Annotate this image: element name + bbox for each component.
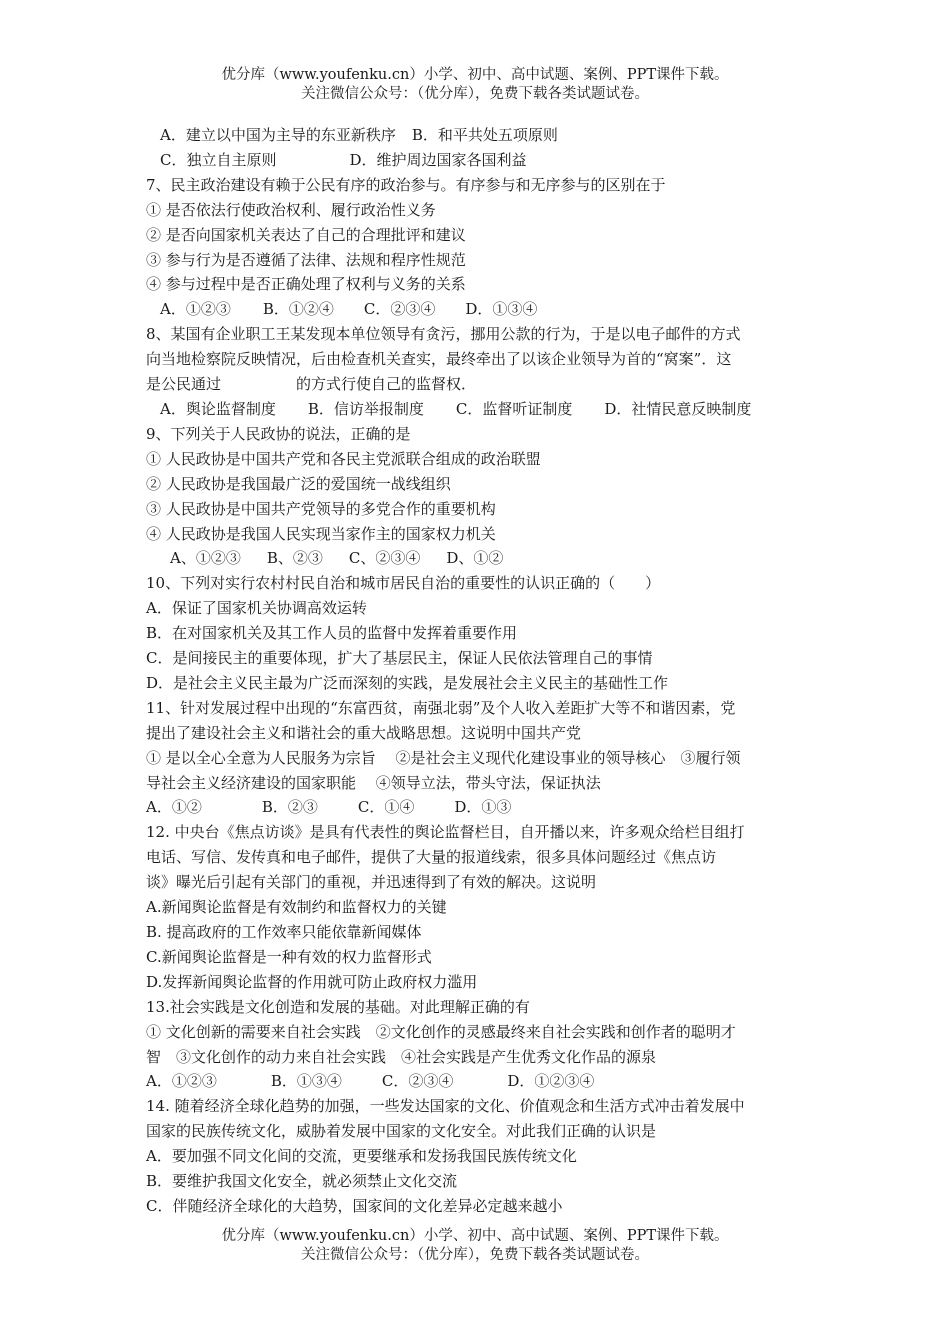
q9-option-c: C、②③④ [348,549,421,568]
q10-option-a: A．保证了国家机关协调高效运转 [146,599,367,618]
page-header [0,66,950,104]
q6-options-row-2 [146,148,810,173]
q9-options [146,546,810,571]
q9-item-1: ① 人民政协是中国共产党和各民主党派联合组成的政治联盟 [146,449,541,468]
q13-line-2: ① 文化创新的需要来自社会实践 ②文化创作的灵感最终来自社会实践和创作者的聪明才 [146,1022,736,1041]
q9-item-3: ③ 人民政协是中国共产党领导的多党合作的重要机构 [146,499,496,518]
exam-content [146,123,810,1219]
footer-line-2: 关注微信公众号：（优分库），免费下载各类试题试卷。 [301,1247,649,1263]
q10-stem: 10、下列对实行农村村民自治和城市居民自治的重要性的认识正确的（ ） [146,574,661,593]
q11-line-4: 导社会主义经济建设的国家职能 ④领导立法，带头守法，保证执法 [146,773,601,792]
q12-line-1: 12. 中央台《焦点访谈》是具有代表性的舆论监督栏目，自开播以来，许多观众给栏目组打 [146,823,745,842]
q13-option-b: B．①③④ [270,1072,342,1091]
q7-item-2: ② 是否向国家机关表达了自己的合理批评和建议 [146,225,466,244]
q7-option-a: A．①②③ [160,300,231,319]
q6-option-c: C．独立自主原则 [160,150,277,169]
q7-stem: 7、民主政治建设有赖于公民有序的政治参与。有序参与和无序参与的区别在于 [146,175,666,194]
q9-stem: 9、下列关于人民政协的说法，正确的是 [146,424,411,443]
q11-option-d: D．①③ [454,798,512,817]
q8-line-3: 是公民通过 的方式行使自己的监督权． [146,375,477,394]
page-footer [0,1227,950,1265]
q13-line-1: 13.社会实践是文化创造和发展的基础。对此理解正确的有 [146,997,530,1016]
q10-option-b: B．在对国家机关及其工作人员的监督中发挥着重要作用 [146,624,518,643]
q11-line-3: ① 是以全心全意为人民服务为宗旨 ②是社会主义现代化建设事业的领导核心 ③履行领 [146,748,741,767]
q11-line-2: 提出了建设社会主义和谐社会的重大战略思想。这说明中国共产党 [146,723,582,742]
q9-option-b: B、②③ [266,549,323,568]
q8-options [146,397,810,422]
q9-option-d: D、①② [446,549,504,568]
q11-line-1: 11、针对发展过程中出现的“东富西贫，南强北弱”及个人收入差距扩大等不和谐因素，党 [146,698,736,717]
q8-option-c: C．监督听证制度 [455,399,573,418]
q13-options [146,1069,810,1094]
q14-option-a: A．要加强不同文化间的交流，更要继承和发扬我国民族传统文化 [146,1147,577,1166]
q10-option-d: D．是社会主义民主最为广泛而深刻的实践，是发展社会主义民主的基础性工作 [146,673,669,692]
q7-item-1: ① 是否依法行使政治权利、履行政治性义务 [146,200,436,219]
q12-line-3: 谈》曝光后引起有关部门的重视，并迅速得到了有效的解决。这说明 [146,873,597,892]
q14-line-2: 国家的民族传统文化，威胁着发展中国家的文化安全。对此我们正确的认识是 [146,1122,657,1141]
q7-item-3: ③ 参与行为是否遵循了法律、法规和程序性规范 [146,250,466,269]
q11-option-c: C．①④ [357,798,415,817]
q10-option-c: C．是间接民主的重要体现，扩大了基层民主，保证人民依法管理自己的事情 [146,649,653,668]
q9-item-4: ④ 人民政协是我国人民实现当家作主的国家权力机关 [146,524,496,543]
q13-option-d: D．①②③④ [507,1072,595,1091]
q7-option-b: B．①②④ [262,300,334,319]
q8-option-d: D．社情民意反映制度 [604,399,752,418]
q13-option-c: C．②③④ [381,1072,454,1091]
q12-option-a: A.新闻舆论监督是有效制约和监督权力的关键 [146,898,447,917]
q7-options [146,297,810,322]
q14-line-1: 14. 随着经济全球化趋势的加强，一些发达国家的文化、价值观念和生活方式冲击着发展中 [146,1097,745,1116]
q13-option-a: A．①②③ [146,1072,217,1091]
q11-option-a: A．①② [146,798,202,817]
q11-options [146,795,810,820]
q12-option-b: B. 提高政府的工作效率只能依靠新闻媒体 [146,923,422,941]
q7-option-c: C．②③④ [363,300,436,319]
q8-option-a: A．舆论监督制度 [160,399,276,418]
q13-line-3: 智 ③文化创作的动力来自社会实践 ④社会实践是产生优秀文化作品的源泉 [146,1047,657,1066]
q7-option-d: D．①③④ [465,300,538,319]
q9-item-2: ② 人民政协是我国最广泛的爱国统一战线组织 [146,474,451,493]
q6-option-b: B．和平共处五项原则 [411,126,558,144]
q14-option-c: C．伴随经济全球化的大趋势，国家间的文化差异必定越来越小 [146,1196,563,1215]
q6-option-a: A．建立以中国为主导的东亚新秩序 [160,126,396,144]
q12-line-2: 电话、写信、发传真和电子邮件，提供了大量的报道线索，很多具体问题经过《焦点访 [146,848,717,867]
q9-option-a: A、①②③ [170,549,241,568]
q8-line-1: 8、某国有企业职工王某发现本单位领导有贪污，挪用公款的行为，于是以电子邮件的方式 [146,325,741,344]
q7-item-4: ④ 参与过程中是否正确处理了权利与义务的关系 [146,275,466,294]
header-line-1: 优分库（www.youfenku.cn）小学、初中、高中试题、案例、PPT课件下载。 [221,67,729,83]
q14-option-b: B．要维护我国文化安全，就必须禁止文化交流 [146,1172,458,1191]
header-line-2: 关注微信公众号：（优分库），免费下载各类试题试卷。 [301,86,649,102]
q12-option-d: D.发挥新闻舆论监督的作用就可防止政府权力滥用 [146,972,478,991]
q6-options-row-1 [146,123,810,148]
q8-option-b: B．信访举报制度 [307,399,424,418]
q12-option-c: C.新闻舆论监督是一种有效的权力监督形式 [146,947,432,966]
q6-option-d: D．维护周边国家各国利益 [349,150,527,169]
q11-option-b: B．②③ [261,798,318,817]
footer-line-1: 优分库（www.youfenku.cn）小学、初中、高中试题、案例、PPT课件下载。 [221,1228,729,1244]
q8-line-2: 向当地检察院反映情况，后由检查机关查实，最终牵出了以该企业领导为首的“窝案”．这 [146,350,732,369]
